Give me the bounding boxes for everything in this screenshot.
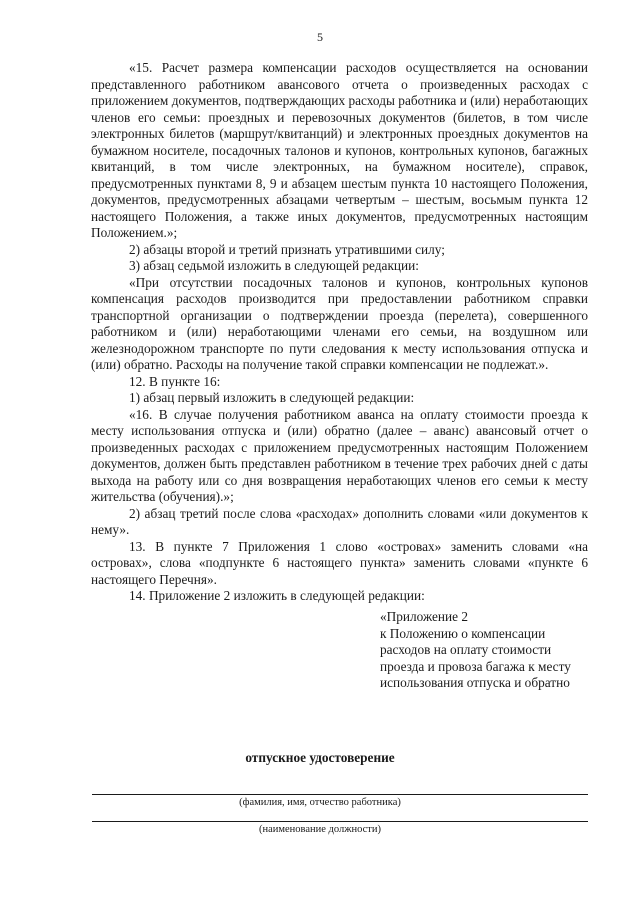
paragraph-item-15: «15. Расчет размера компенсации расходов осуществляется на основании представленного работником авансового отчета о произведенных расходах с приложением документов, подтверждающих расходы работника и (или) неработающих членов его семьи: проездных и перевозочных документов (билетов, в том числе электронных билетов (маршрут/квитанций) и электронных проездных документов на бумажном носителе, посадочных талонов и купонов, контрольных купонов, багажных квитанций, в том числе электронных, на бумажном носителе), справок, предусмотренных пунктами 8, 9 и абзацем шестым пункта 10 настоящего Положения, документов, предусмотренных абзацами четвертым – шестым, восьмым пункта 12 настоящего Положения, а также иных документов, предусмотренных настоящим Положением.»; <box>91 60 588 240</box>
position-line <box>92 821 588 822</box>
appendix-line: расходов на оплату стоимости <box>380 642 552 657</box>
paragraph-item-13: 13. В пункте 7 Приложения 1 слово «островах» заменить словами «на островах», слова «подпункте 6 настоящего пункта» заменить словами «пункте 6 настоящего Перечня». <box>91 538 588 587</box>
paragraph-subitem-2: 2) абзацы второй и третий признать утратившими силу; <box>129 241 445 257</box>
appendix-line: использования отпуска и обратно <box>380 675 570 690</box>
appendix-heading <box>380 609 620 692</box>
paragraph-item-12-subitem-2: 2) абзац третий после слова «расходах» дополнить словами «или документов к нему». <box>91 505 588 537</box>
paragraph-item-16: «16. В случае получения работником аванса на оплату стоимости проезда к месту использования отпуска и (или) обратно (далее – аванс) авансовый отчет о произведенных расходах с приложением предусмотренных настоящим Положением документов, должен быть представлен работником в течение трех рабочих дней с даты выхода на работу или со дня возвращения неработающих членов его семьи к месту жительства (обучения).»; <box>91 406 588 504</box>
page-number: 5 <box>317 30 323 44</box>
appendix-line: проезда и провоза багажа к месту <box>380 658 571 674</box>
amendment-text <box>91 60 588 605</box>
employee-name-caption: (фамилия, имя, отчество работника) <box>239 797 401 808</box>
paragraph-item-14: 14. Приложение 2 изложить в следующей редакции: <box>129 588 425 603</box>
appendix-line: «Приложение 2 <box>380 609 468 624</box>
paragraph-subitem-3: 3) абзац седьмой изложить в следующей редакции: <box>129 258 419 273</box>
position-caption: (наименование должности) <box>258 824 382 835</box>
appendix-line: к Положению о компенсации <box>380 625 546 641</box>
paragraph-item-12: 12. В пункте 16: <box>129 373 221 389</box>
paragraph-item-12-subitem-1: 1) абзац первый изложить в следующей редакции: <box>129 390 415 405</box>
document-title: отпускное удостоверение <box>245 750 395 765</box>
paragraph-boarding-pass-clause: «При отсутствии посадочных талонов и купонов, контрольных купонов компенсация расходов производится при предоставлении работником справки транспортной организации о подтверждении проезда (перелета), совершенного работником и (или) неработающими членами его семьи, на воздушном или железнодорожном транспорте по пути следования к месту использования отпуска и (или) обратно. Расходы на получение такой справки компенсации не подлежат.». <box>91 274 588 372</box>
employee-name-line <box>92 794 588 795</box>
